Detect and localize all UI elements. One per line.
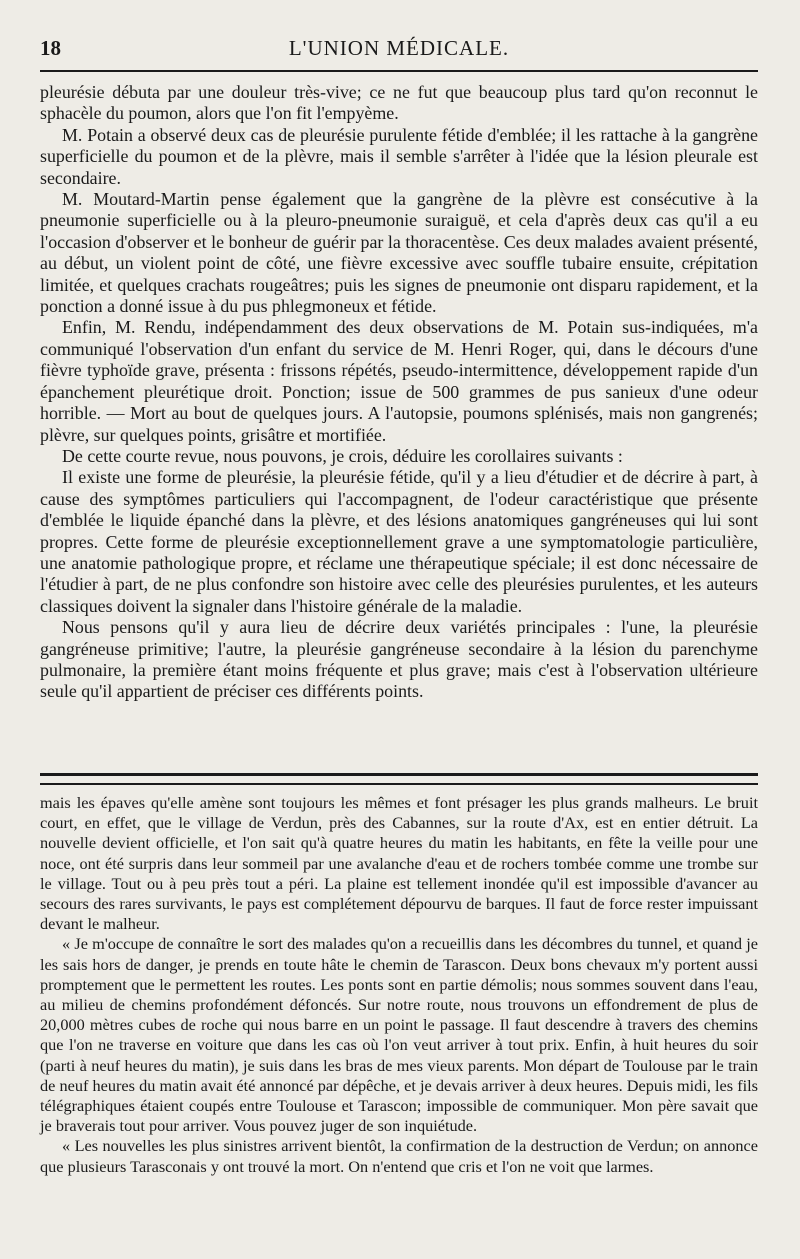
feuilleton-separator xyxy=(40,773,758,785)
feuilleton-paragraph: « Je m'occupe de connaître le sort des malades qu'on a recueillis dans les décombres du tunnel, et quand je les sais hors de danger, je prends en toute hâte le chemin de Tarascon. Deux bons chevaux m'y portent aussi promptement que le permettent les routes. Les ponts sont en partie démolis; nous sommes souvent dans l'eau, au milieu de chemins profondément défoncés. Sur notre route, nous trouvons un effondrement de plus de 20,000 mètres cubes de roche qui nous barre en un point le passage. Il faut descendre à travers des chemins que l'on ne traverse en voiture que dans les cas où l'on veut arriver à tout prix. Enfin, à huit heures du soir (parti à neuf heures du matin), je suis dans les bras de mes vieux parents. Mon départ de Toulouse par le train de neuf heures du matin avait été annoncé par dépêche, et je devais arriver à deux heures. Depuis midi, les fils télégraphiques étaient coupés entre Toulouse et Tarascon; impossible de communiquer. Mon père savait que je braverais tout pour arriver. Vous pouvez juger de son inquiétude. xyxy=(40,934,758,1136)
article-paragraph: M. Moutard-Martin pense également que la gangrène de la plèvre est consécutive à la pneumonie superficielle ou à la pleuro-pneumonie suraiguë, et cela d'après deux cas qu'il a eu l'occasion d'observer et le bonheur de guérir par la thoracentèse. Ces deux malades avaient présenté, au début, un violent point de côté, une fièvre excessive avec souffle tubaire ensuite, crépitation limitée, et quelques crachats rougeâtres; puis les signes de pneumonie ont disparu rapidement, et la ponction a donné issue à du pus phlegmoneux et fétide. xyxy=(40,189,758,317)
article-paragraph: De cette courte revue, nous pouvons, je crois, déduire les corollaires suivants : xyxy=(62,445,623,466)
page-number: 18 xyxy=(40,36,61,60)
article-paragraph: Enfin, M. Rendu, indépendamment des deux observations de M. Potain sus-indiquées, m'a communiqué l'observation d'un enfant du service de M. Henri Roger, qui, dans le décours d'une fièvre typhoïde grave, présenta : frissons répétés, pseudo-intermittence, développement rapide d'un épanchement pleurétique droit. Ponction; issue de 500 grammes de pus sanieux d'une odeur horrible. — Mort au bout de quelques jours. A l'autopsie, poumons splénisés, mais non gangrenés; plèvre, sur quelques points, grisâtre et mortifiée. xyxy=(40,317,758,445)
article-paragraph: Il existe une forme de pleurésie, la pleurésie fétide, qu'il y a lieu d'étudier et de décrire à part, à cause des symptômes particuliers qui l'accompagnent, de l'odeur caractéristique que présente d'emblée le liquide épanché dans la plèvre, et des lésions anatomiques gangréneuses qui lui sont propres. Cette forme de pleurésie exceptionnellement grave a une symptomatologie particulière, une anatomie pathologique propre, et réclame une thérapeutique spéciale; il est donc nécessaire de l'étudier à part, de ne plus confondre son histoire avec celle des pleurésies purulentes, et les auteurs classiques doivent la signaler dans l'histoire générale de la maladie. xyxy=(40,467,758,616)
article-paragraph: M. Potain a observé deux cas de pleurésie purulente fétide d'emblée; il les rattache à la gangrène superficielle du poumon et de la plèvre, mais il semble s'arrêter à l'idée que la lésion pleurale est secondaire. xyxy=(40,124,758,188)
page-header xyxy=(40,36,758,66)
feuilleton-paragraph: mais les épaves qu'elle amène sont toujours les mêmes et font présager les plus grands malheurs. Le bruit court, en effet, que le village de Verdun, près des Cabannes, sur la route d'Ax, est en entier détruit. La nouvelle devient officielle, et l'on sait qu'à quatre heures du matin les habitants, en fête la veille pour une noce, ont été surpris dans leur sommeil par une avalanche d'eau et de rochers tombée comme une trombe sur le village. Tout ou à peu près tout a péri. La plaine est tellement inondée qu'il est impossible d'avancer au secours des rares survivants, le pays est complétement dépourvu de barques. Il faut de force rester impuissant devant le malheur. xyxy=(40,793,758,934)
feuilleton-paragraph: « Les nouvelles les plus sinistres arrivent bientôt, la confirmation de la destruction de Verdun; on annonce que plusieurs Tarasconais y ont trouvé la mort. On n'entend que cris et l'on ne voit que larmes. xyxy=(40,1136,758,1176)
feuilleton-body xyxy=(40,793,758,1177)
article-body xyxy=(40,82,758,703)
article-paragraph: pleurésie débuta par une douleur très-vive; ce ne fut que beaucoup plus tard qu'on reconnut le sphacèle du poumon, alors que l'on fit l'empyème. xyxy=(40,82,758,124)
header-rule xyxy=(40,70,758,72)
running-title: L'UNION MÉDICALE. xyxy=(288,36,510,60)
article-paragraph: Nous pensons qu'il y aura lieu de décrire deux variétés principales : l'une, la pleurésie gangréneuse primitive; l'autre, la pleurésie gangréneuse secondaire à la lésion du parenchyme pulmonaire, la première étant moins fréquente et plus grave; mais c'est à l'observation ultérieure seule qu'il appartient de préciser ces différents points. xyxy=(40,617,758,702)
